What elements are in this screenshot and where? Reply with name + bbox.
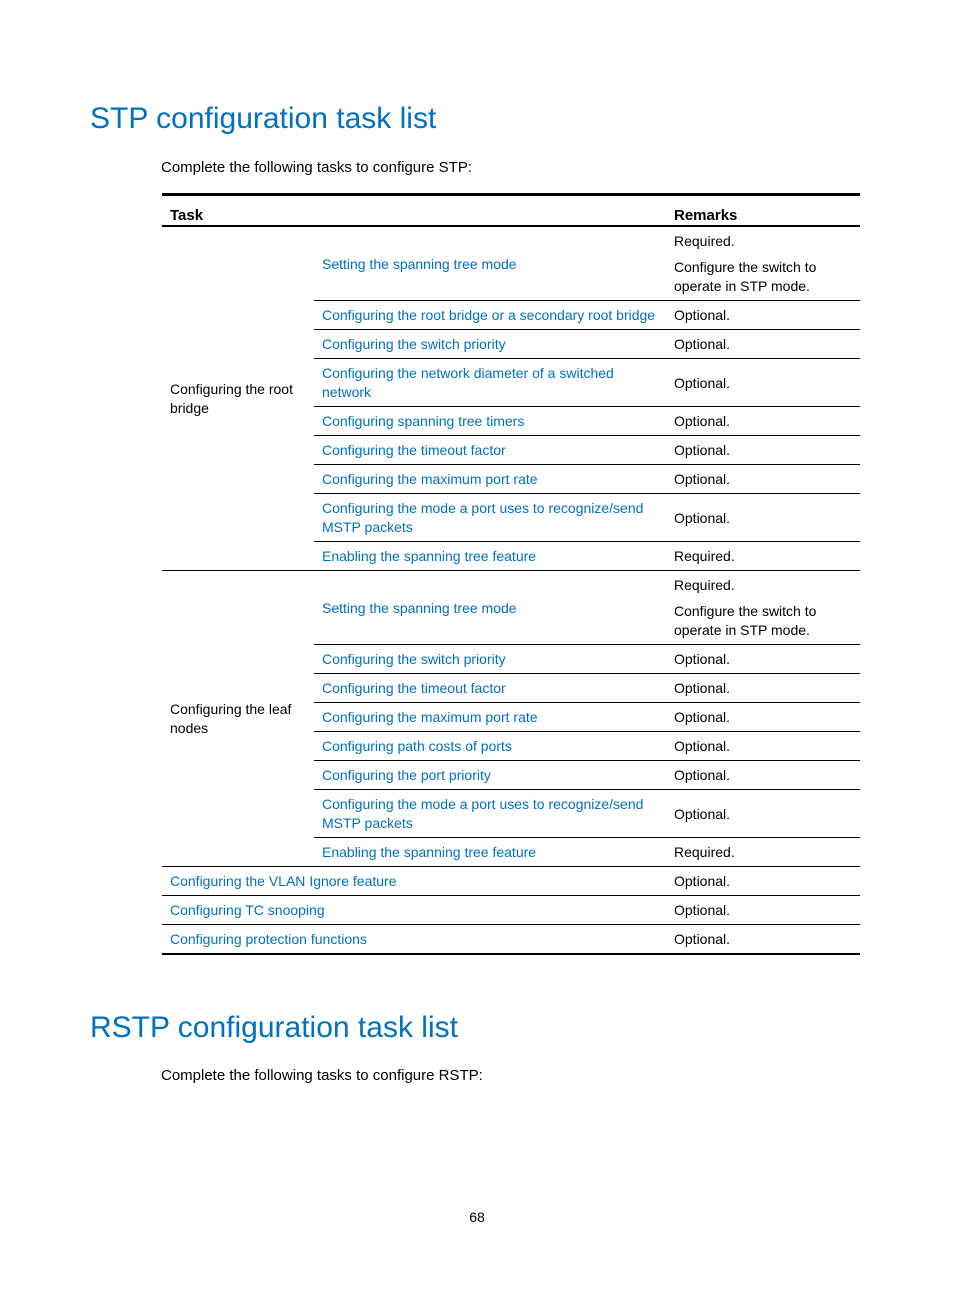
table-row bbox=[162, 226, 860, 301]
remarks-text: Required. bbox=[674, 577, 735, 593]
remarks-text: Optional. bbox=[674, 413, 731, 429]
remarks-cell bbox=[666, 790, 860, 838]
task-link[interactable]: Configuring spanning tree timers bbox=[322, 413, 525, 429]
remarks-cell bbox=[666, 330, 860, 359]
task-cell bbox=[314, 494, 666, 542]
task-cell bbox=[162, 896, 666, 925]
task-cell bbox=[162, 867, 666, 896]
task-link[interactable]: Configuring the network diameter of a switched network bbox=[322, 365, 614, 400]
task-cell bbox=[314, 330, 666, 359]
table-row bbox=[162, 896, 860, 925]
remarks-cell bbox=[666, 407, 860, 436]
remarks-text: Optional. bbox=[674, 805, 731, 822]
task-cell bbox=[314, 645, 666, 674]
task-cell bbox=[314, 703, 666, 732]
remarks-text: Optional. bbox=[674, 738, 731, 754]
remarks-text: Optional. bbox=[674, 680, 731, 696]
task-link[interactable]: Configuring the VLAN Ignore feature bbox=[170, 873, 397, 889]
task-link[interactable]: Configuring protection functions bbox=[170, 931, 367, 947]
remarks-text: Configure the switch to operate in STP mode. bbox=[674, 259, 817, 294]
remarks-cell bbox=[666, 465, 860, 494]
remarks-text: Required. bbox=[674, 548, 735, 564]
remarks-text: Optional. bbox=[674, 374, 731, 391]
remarks-cell bbox=[666, 436, 860, 465]
remarks-cell: Optional. bbox=[666, 896, 860, 925]
remarks-cell bbox=[666, 359, 860, 407]
task-cell bbox=[314, 359, 666, 407]
task-link[interactable]: Enabling the spanning tree feature bbox=[322, 548, 537, 564]
task-link[interactable]: Configuring the port priority bbox=[322, 767, 491, 783]
remarks-cell bbox=[666, 645, 860, 674]
stp-intro-text: Complete the following tasks to configure STP: bbox=[161, 159, 472, 176]
remarks-cell bbox=[666, 301, 860, 330]
remarks-text: Required. bbox=[674, 844, 735, 860]
remarks-text: Configure the switch to operate in STP mode. bbox=[674, 603, 817, 638]
remarks-cell: Optional. bbox=[666, 867, 860, 896]
remarks-cell: Optional. bbox=[666, 925, 860, 955]
task-link[interactable]: Configuring the timeout factor bbox=[322, 442, 506, 458]
remarks-cell bbox=[666, 732, 860, 761]
remarks-text: Optional. bbox=[674, 509, 731, 526]
page-number: 68 bbox=[469, 1209, 485, 1225]
task-cell bbox=[314, 465, 666, 494]
task-cell bbox=[314, 838, 666, 867]
task-link[interactable]: Configuring TC snooping bbox=[170, 902, 325, 918]
task-cell bbox=[314, 761, 666, 790]
task-link[interactable]: Configuring the mode a port uses to recognize/send MSTP packets bbox=[322, 796, 644, 831]
remarks-text: Optional. bbox=[674, 336, 731, 352]
remarks-cell bbox=[666, 542, 860, 571]
task-link[interactable]: Enabling the spanning tree feature bbox=[322, 844, 537, 860]
remarks-cell bbox=[666, 761, 860, 790]
remarks-text: Optional. bbox=[674, 471, 731, 487]
task-link[interactable]: Configuring the mode a port uses to recognize/send MSTP packets bbox=[322, 500, 644, 535]
task-link[interactable]: Configuring path costs of ports bbox=[322, 738, 512, 754]
task-cell bbox=[162, 925, 666, 955]
task-cell bbox=[314, 226, 666, 301]
task-column-header: Task bbox=[162, 195, 666, 227]
remarks-cell bbox=[666, 226, 860, 301]
task-cell bbox=[314, 732, 666, 761]
task-link[interactable]: Configuring the timeout factor bbox=[322, 680, 506, 696]
table-row bbox=[162, 867, 860, 896]
table-row bbox=[162, 571, 860, 645]
task-cell bbox=[314, 571, 666, 645]
remarks-text: Optional. bbox=[674, 651, 731, 667]
remarks-cell bbox=[666, 674, 860, 703]
stp-task-table bbox=[162, 193, 860, 955]
remarks-text: Optional. bbox=[674, 767, 731, 783]
task-cell bbox=[314, 674, 666, 703]
task-cell bbox=[314, 436, 666, 465]
remarks-cell bbox=[666, 571, 860, 645]
task-link[interactable]: Setting the spanning tree mode bbox=[322, 599, 517, 616]
stp-task-table-body bbox=[162, 226, 860, 954]
table-header-row bbox=[162, 195, 860, 227]
task-link[interactable]: Configuring the maximum port rate bbox=[322, 709, 538, 725]
rstp-section-title: RSTP configuration task list bbox=[90, 1011, 458, 1044]
task-link[interactable]: Configuring the switch priority bbox=[322, 651, 506, 667]
table-row bbox=[162, 925, 860, 955]
task-link[interactable]: Configuring the maximum port rate bbox=[322, 471, 538, 487]
remarks-cell bbox=[666, 494, 860, 542]
rstp-intro-text: Complete the following tasks to configure RSTP: bbox=[161, 1067, 483, 1084]
remarks-text: Optional. bbox=[674, 307, 731, 323]
task-group-label: Configuring the root bridge bbox=[170, 381, 293, 416]
task-cell bbox=[314, 407, 666, 436]
task-link[interactable]: Configuring the root bridge or a secondary root bridge bbox=[322, 307, 656, 323]
remarks-text: Required. bbox=[674, 233, 735, 249]
stp-section-title: STP configuration task list bbox=[90, 102, 437, 135]
remarks-cell bbox=[666, 838, 860, 867]
remarks-cell bbox=[666, 703, 860, 732]
task-cell bbox=[314, 301, 666, 330]
task-group-label: Configuring the leaf nodes bbox=[162, 571, 314, 867]
task-cell bbox=[314, 790, 666, 838]
task-link[interactable]: Setting the spanning tree mode bbox=[322, 255, 517, 272]
remarks-column-header: Remarks bbox=[666, 195, 860, 227]
remarks-text: Optional. bbox=[674, 709, 731, 725]
task-link[interactable]: Configuring the switch priority bbox=[322, 336, 506, 352]
remarks-text: Optional. bbox=[674, 442, 731, 458]
task-cell bbox=[314, 542, 666, 571]
